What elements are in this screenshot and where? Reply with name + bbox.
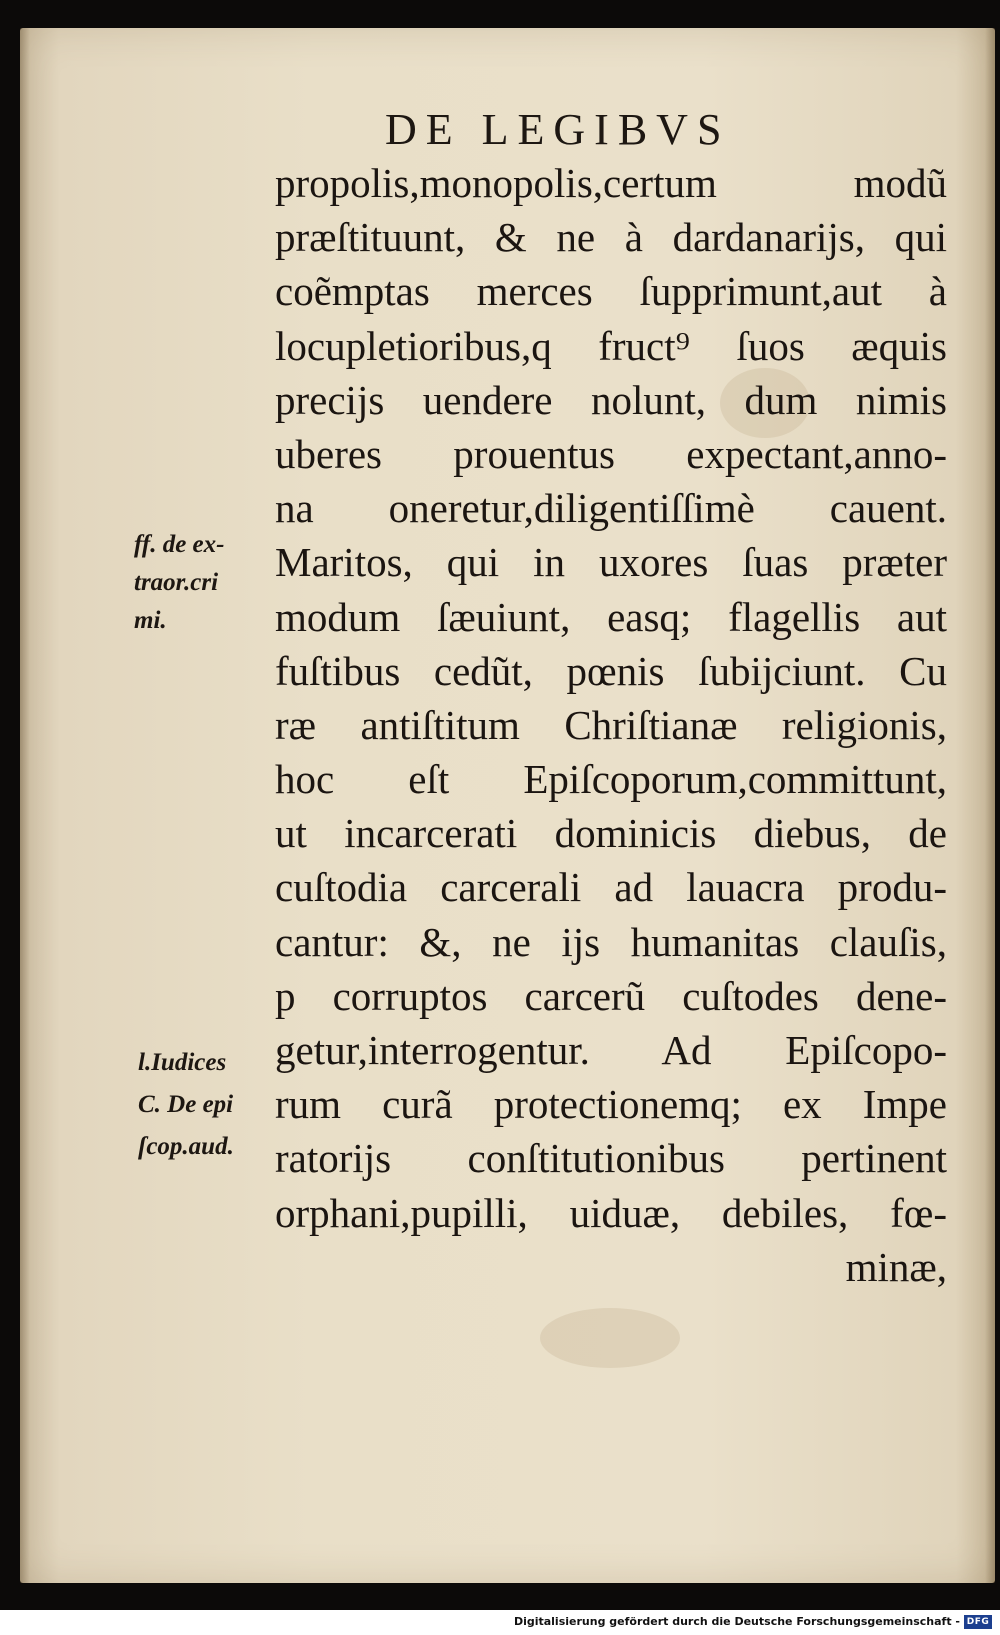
page-edge-left: [20, 28, 30, 1583]
margin-note-line: C. De epi: [138, 1091, 234, 1118]
funding-credit: Digitalisierung gefördert durch die Deutsche Forschungsgemeinschaft -: [513, 1615, 960, 1628]
page-edge-right: [985, 28, 995, 1583]
margin-note-line: traor.cri: [134, 569, 219, 596]
text-line: fuſtibus cedũt, pœnis ſubijciunt. Cu: [275, 647, 947, 694]
text-line: na oneretur,diligentiſſimè cauent.: [275, 485, 947, 532]
text-line: coẽmptas merces ſupprimunt,aut à: [275, 268, 947, 315]
text-line: locupletioribus,q fruct⁹ ſuos æquis: [275, 322, 947, 369]
text-line: orphani,pupilli, uiduæ, debiles, fœ-: [275, 1189, 947, 1236]
text-line: cuſtodia carcerali ad lauacra produ-: [275, 864, 947, 911]
margin-note-citation-1: [134, 526, 224, 640]
text-line: propolis,monopolis,certum modũ: [275, 160, 947, 206]
margin-note-line: ff. de ex-: [134, 531, 225, 558]
text-line: p corruptos carcerũ cuſtodes dene-: [275, 972, 947, 1019]
text-line: præſtituunt, & ne à dardanarijs, qui: [275, 214, 947, 261]
running-head: DE LEGIBVS: [385, 105, 731, 154]
text-line: ut incarcerati dominicis diebus, de: [275, 810, 947, 857]
text-line: ratorijs conſtitutionibus pertinent: [275, 1135, 947, 1182]
text-line: rum curã protectionemq; ex Impe: [275, 1081, 947, 1128]
margin-note-citation-2: [138, 1042, 234, 1168]
paper-stain: [540, 1308, 680, 1368]
text-line: cantur: &, ne ijs humanitas clauſis,: [275, 918, 947, 965]
text-line: hoc eſt Epiſcoporum,committunt,: [275, 756, 947, 803]
catchword-line: minæ,: [845, 1243, 947, 1290]
margin-note-line: l.Iudices: [138, 1049, 227, 1076]
margin-note-line: ſcop.aud.: [138, 1133, 234, 1160]
text-line: getur,interrogentur. Ad Epiſcopo-: [275, 1027, 947, 1073]
text-line: precijs uendere nolunt, dum nimis: [275, 376, 947, 423]
margin-note-line: mi.: [134, 607, 167, 634]
text-line: Maritos, qui in uxores ſuas præter: [275, 539, 947, 586]
digitization-footer: [0, 1610, 1000, 1635]
text-line: uberes prouentus expectant,anno-: [275, 430, 947, 477]
text-line: ræ antiſtitum Chriſtianæ religionis,: [275, 701, 947, 748]
dfg-logo: DFG: [964, 1615, 992, 1629]
text-line: modum ſæuiunt, easq; flagellis aut: [275, 593, 947, 640]
body-text: [275, 156, 947, 1294]
